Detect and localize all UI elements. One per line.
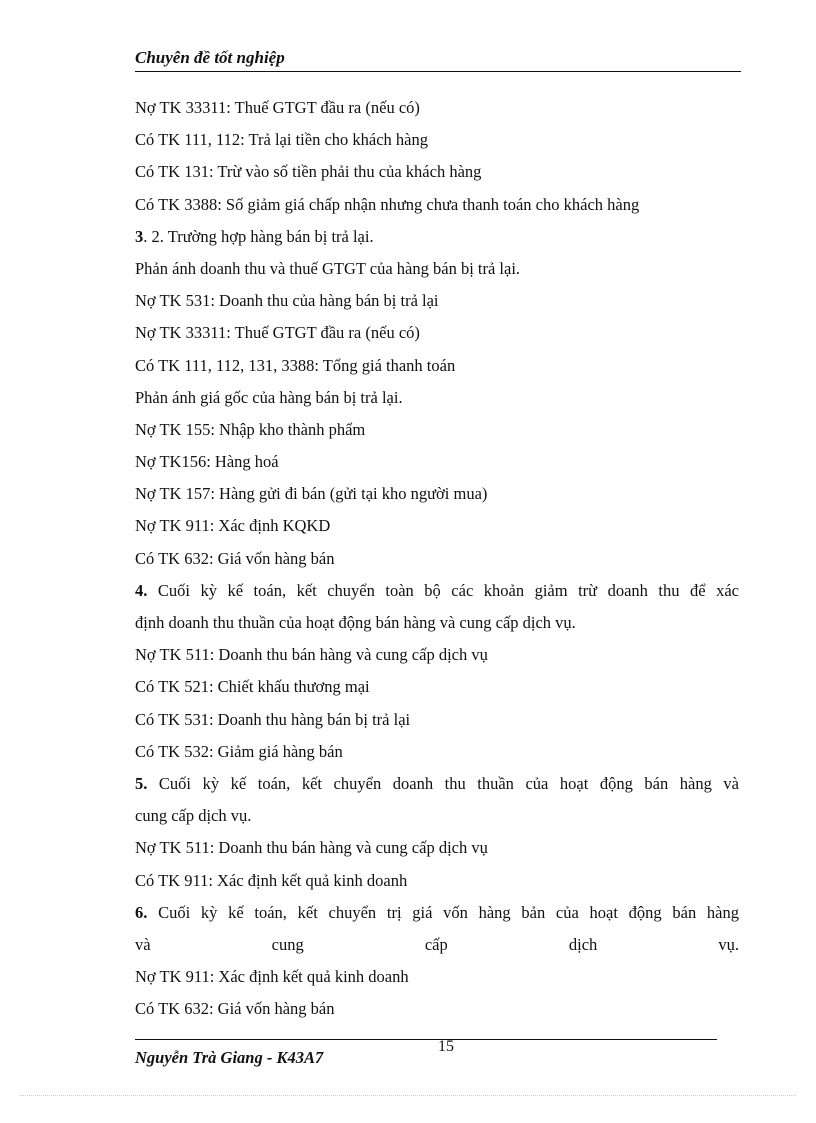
line-text: Có TK 3388: Số giảm giá chấp nhận nhưng chưa thanh toán cho khách hàng bbox=[135, 194, 640, 214]
page-header-title: Chuyên đề tốt nghiệp bbox=[135, 48, 285, 67]
text-line bbox=[135, 575, 739, 607]
line-text: Nợ TK 33311: Thuế GTGT đầu ra (nếu có) bbox=[135, 323, 420, 343]
line-text: Cuối kỳ kế toán, kết chuyển trị giá vốn hàng bản của hoạt động bán hàng bbox=[147, 902, 739, 922]
text-line bbox=[135, 607, 739, 639]
line-text: Nợ TK 511: Doanh thu bán hàng và cung cấp dịch vụ bbox=[135, 645, 488, 665]
line-text: Cuối kỳ kế toán, kết chuyển doanh thu thuần của hoạt động bán hàng và bbox=[147, 773, 739, 793]
section-number: 4. bbox=[135, 580, 148, 600]
text-line bbox=[135, 510, 739, 542]
text-line bbox=[135, 317, 739, 349]
section-number: 6. bbox=[135, 902, 148, 922]
text-line bbox=[135, 897, 739, 929]
line-text: Có TK 111, 112: Trả lại tiền cho khách hàng bbox=[135, 130, 428, 150]
text-line bbox=[135, 736, 739, 768]
section-number: 5. bbox=[135, 773, 148, 793]
text-line bbox=[135, 156, 739, 188]
line-text: Nợ TK 155: Nhập kho thành phẩm bbox=[135, 419, 366, 439]
footer-divider bbox=[135, 1039, 717, 1040]
text-line bbox=[135, 92, 739, 124]
line-text: Nợ TK 911: Xác định kết quả kinh doanh bbox=[135, 967, 409, 987]
line-text: Phản ánh doanh thu và thuế GTGT của hàng bán bị trả lại. bbox=[135, 258, 521, 278]
text-line bbox=[135, 961, 739, 993]
line-text: Có TK 131: Trừ vào số tiền phải thu của khách hàng bbox=[135, 162, 482, 182]
text-line bbox=[135, 929, 739, 961]
text-line bbox=[135, 382, 739, 414]
text-line bbox=[135, 800, 739, 832]
line-text: . 2. Trường hợp hàng bán bị trả lại. bbox=[143, 226, 374, 246]
page-number: 15 bbox=[438, 1038, 454, 1055]
line-text: Cuối kỳ kế toán, kết chuyển toàn bộ các khoản giảm trừ doanh thu để xác bbox=[147, 580, 739, 600]
text-line bbox=[135, 189, 739, 221]
page-bottom-dotted-border bbox=[20, 1095, 796, 1096]
text-line bbox=[135, 350, 739, 382]
text-line bbox=[135, 221, 739, 253]
line-text: Có TK 532: Giảm giá hàng bán bbox=[135, 741, 343, 761]
text-line bbox=[135, 832, 739, 864]
text-line bbox=[135, 993, 739, 1025]
line-text: Nợ TK 531: Doanh thu của hàng bán bị trả lại bbox=[135, 291, 439, 311]
line-text: định doanh thu thuần của hoạt động bán hàng và cung cấp dịch vụ. bbox=[135, 613, 576, 632]
text-line bbox=[135, 543, 739, 575]
line-text: Có TK 111, 112, 131, 3388: Tổng giá thanh toán bbox=[135, 355, 456, 375]
line-text: Có TK 521: Chiết khấu thương mại bbox=[135, 677, 370, 697]
line-text: Nợ TK156: Hàng hoá bbox=[135, 452, 279, 472]
text-line bbox=[135, 704, 739, 736]
text-line bbox=[135, 414, 739, 446]
line-text: Nợ TK 157: Hàng gửi đi bán (gửi tại kho người mua) bbox=[135, 484, 488, 504]
line-text: và cung cấp dịch vụ. bbox=[135, 934, 739, 954]
document-body bbox=[135, 92, 739, 1025]
line-text: Có TK 632: Giá vốn hàng bán bbox=[135, 999, 335, 1019]
header-divider bbox=[135, 71, 741, 72]
line-text: Có TK 632: Giá vốn hàng bán bbox=[135, 548, 335, 568]
text-line bbox=[135, 639, 739, 671]
text-line bbox=[135, 671, 739, 703]
section-number: 3 bbox=[135, 226, 144, 246]
text-line bbox=[135, 865, 739, 897]
line-text: cung cấp dịch vụ. bbox=[135, 806, 252, 826]
line-text: Nợ TK 911: Xác định KQKD bbox=[135, 516, 331, 536]
line-text: Nợ TK 33311: Thuế GTGT đầu ra (nếu có) bbox=[135, 98, 420, 117]
text-line bbox=[135, 446, 739, 478]
footer-author: Nguyễn Trà Giang - K43A7 bbox=[135, 1048, 324, 1067]
line-text: Phản ánh giá gốc của hàng bán bị trả lại. bbox=[135, 387, 403, 407]
text-line bbox=[135, 478, 739, 510]
text-line bbox=[135, 768, 739, 800]
text-line bbox=[135, 253, 739, 285]
line-text: Có TK 531: Doanh thu hàng bán bị trả lại bbox=[135, 709, 411, 729]
text-line bbox=[135, 285, 739, 317]
text-line bbox=[135, 124, 739, 156]
line-text: Nợ TK 511: Doanh thu bán hàng và cung cấp dịch vụ bbox=[135, 838, 488, 858]
line-text: Có TK 911: Xác định kết quả kinh doanh bbox=[135, 870, 408, 890]
